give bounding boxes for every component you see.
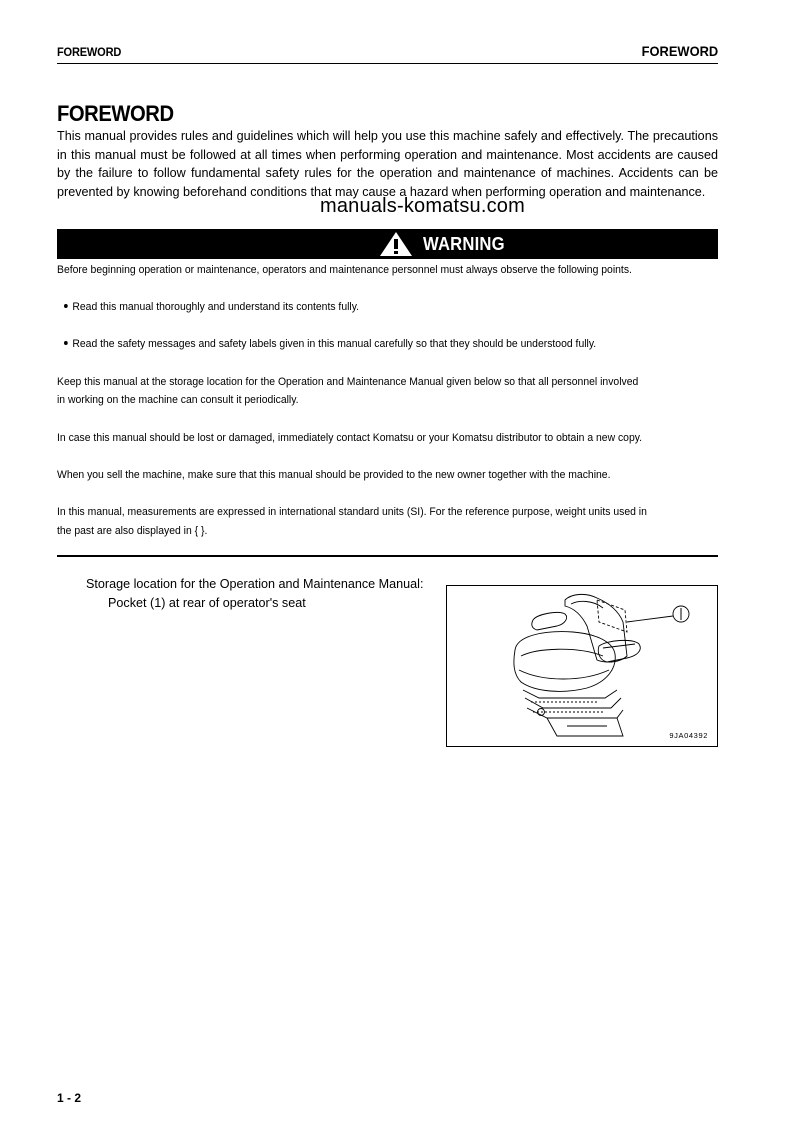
warning-banner	[57, 229, 718, 259]
bullet-icon	[64, 304, 68, 308]
watermark-text: manuals-komatsu.com	[320, 195, 525, 217]
intro-paragraph: This manual provides rules and guidelines which will help you use this machine safely and effectively. The precautions in this manual must be followed at all times when performing operation and maintenance. Most accidents are caused by the failure to follow fundamental safety rules for the operation and maintenance of machines. Accidents can be prevented by knowing beforehand conditions that may cause a hazard when performing operation and maintenance.	[57, 129, 718, 199]
storage-location-value: Pocket (1) at rear of operator's seat	[108, 595, 306, 610]
units-paragraph-line1: In this manual, measurements are expressed in international standard units (SI). For the reference purpose, weight units used in	[57, 506, 647, 518]
operator-seat-illustration	[447, 586, 719, 748]
bullet-item	[64, 335, 596, 354]
warning-intro: Before beginning operation or maintenance, operators and maintenance personnel must always observe the following points.	[57, 264, 632, 276]
header-divider	[57, 63, 718, 64]
lost-manual-paragraph: In case this manual should be lost or damaged, immediately contact Komatsu or your Komatsu distributor to obtain a new copy.	[57, 432, 643, 444]
page-number: 1 - 2	[57, 1091, 82, 1105]
bullet-text: Read this manual thoroughly and understand its contents fully.	[72, 301, 360, 313]
units-paragraph-line2: the past are also displayed in { }.	[57, 525, 208, 537]
storage-paragraph-line2: in working on the machine can consult it periodically.	[57, 394, 299, 406]
section-divider	[57, 555, 718, 557]
bullet-text: Read the safety messages and safety labels given in this manual carefully so that they should be understood fully.	[72, 338, 597, 350]
storage-paragraph-line1: Keep this manual at the storage location for the Operation and Maintenance Manual given below so that all personnel involved	[57, 376, 639, 388]
figure-code: 9JA04392	[669, 731, 708, 740]
warning-label: WARNING	[423, 233, 505, 254]
running-header-left: FOREWORD	[57, 45, 122, 59]
page-title: FOREWORD	[57, 101, 174, 126]
bullet-item	[64, 298, 359, 317]
warning-triangle-icon	[379, 231, 413, 257]
storage-location	[86, 575, 423, 612]
seat-figure	[446, 585, 718, 747]
bullet-icon	[64, 341, 68, 345]
storage-location-label: Storage location for the Operation and Maintenance Manual:	[86, 577, 424, 591]
sell-machine-paragraph: When you sell the machine, make sure that this manual should be provided to the new owner together with the machine.	[57, 469, 611, 481]
running-header-right: FOREWORD	[641, 43, 718, 59]
